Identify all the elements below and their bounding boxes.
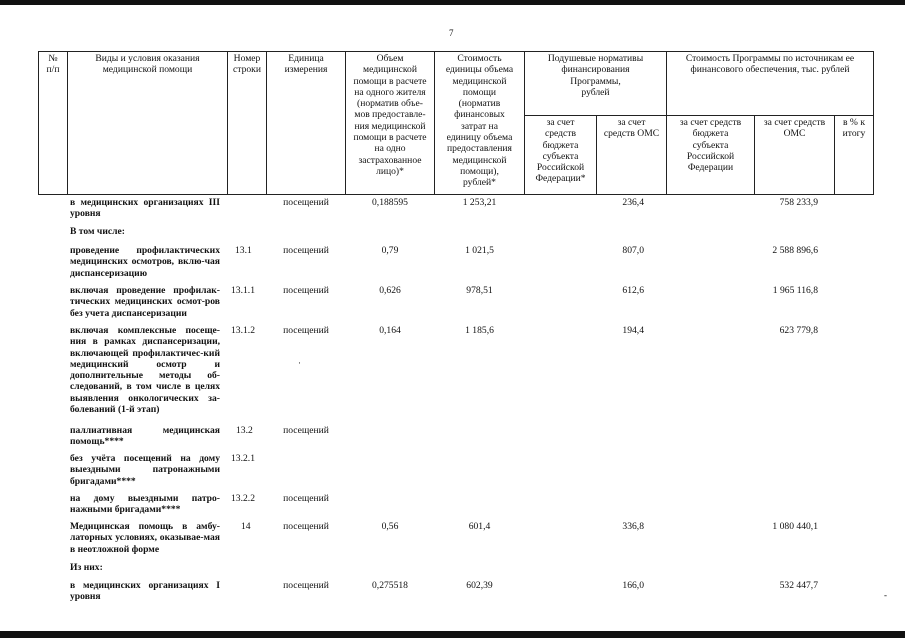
row-unit: посещений <box>283 197 329 208</box>
header-program-budget: за счет средств бюджета субъекта Российской Федерации <box>679 117 742 174</box>
row-number: 13.2.1 <box>231 453 255 464</box>
row-unit-cost: 978,51 <box>466 285 493 296</box>
scan-speck: - <box>884 590 887 600</box>
header-unit: Единица измерения <box>284 53 328 76</box>
row-number: 13.1 <box>235 245 252 256</box>
row-unit: посещений <box>283 285 329 296</box>
row-unit-cost: 601,4 <box>468 521 491 532</box>
row-program-oms: 1 080 440,1 <box>772 521 818 532</box>
row-unit-cost: 1 021,5 <box>465 245 494 256</box>
row-program-oms: 758 233,9 <box>779 197 818 208</box>
row-volume: 0,164 <box>379 325 401 336</box>
row-volume: 0,275518 <box>372 580 408 591</box>
row-number: 13.2.2 <box>231 493 255 504</box>
row-volume: 0,188595 <box>372 197 408 208</box>
header-per-capita: Подушевые нормативы финансирования Программы, рублей <box>547 53 644 98</box>
row-name: паллиативная медицинская помощь**** <box>70 425 220 448</box>
header-per-capita-budget: за счет средств бюджета субъекта Российской Федерации* <box>535 117 586 185</box>
row-per-capita-oms: 194,4 <box>622 325 644 336</box>
row-number: 13.1.2 <box>231 325 255 336</box>
header-program-oms: за счет средств ОМС <box>763 117 826 140</box>
row-name: в медицинских организациях I уровня <box>70 580 220 603</box>
row-per-capita-oms: 807,0 <box>622 245 644 256</box>
row-program-oms: 2 588 896,6 <box>772 245 818 256</box>
row-name: включая проведение профилак-тических медицинских осмот-ров без учета диспансеризации <box>70 285 220 319</box>
row-name: без учёта посещений на дому выездными патронажными бригадами**** <box>70 453 220 487</box>
row-unit: посещений <box>283 580 329 591</box>
table-border-top <box>38 51 874 52</box>
row-per-capita-oms: 612,6 <box>622 285 644 296</box>
row-unit: посещений <box>283 425 329 436</box>
row-name: В том числе: <box>70 226 125 237</box>
row-number: 13.1.1 <box>231 285 255 296</box>
scan-speck: · <box>298 358 301 368</box>
row-per-capita-oms: 336,8 <box>622 521 644 532</box>
header-volume: Объем медицинской помощи в расчете на одного жителя (норматив объе- мов предоставле- ния медицинской помощи в расчете на одно застрахованное лицо)* <box>353 53 427 177</box>
table-border-right <box>873 51 874 194</box>
header-unit-cost: Стоимость единицы объема медицинской помощи (норматив финансовых затрат на единицу объема предоставления медицинской помощи), рублей* <box>445 53 514 189</box>
header-program-cost: Стоимость Программы по источникам ее финансового обеспечения, тыс. рублей <box>685 53 855 76</box>
header-program-percent: в % к итогу <box>842 117 866 140</box>
row-name: Медицинская помощь в амбу-латорных условиях, оказывае-мая в неотложной форме <box>70 521 220 555</box>
row-unit: посещений <box>283 245 329 256</box>
row-volume: 0,79 <box>381 245 399 256</box>
row-name: включая комплексные посеще-ния в рамках диспансеризации, включающей профилактичес-кий медицинский осмотр и дополнительные методы об-следований, в том числе в целях выявления онкологических за-болеваний (1-й этап) <box>70 325 220 416</box>
row-name: в медицинских организациях III уровня <box>70 197 220 220</box>
row-unit: посещений <box>283 521 329 532</box>
table-border-bottom <box>38 194 874 195</box>
row-per-capita-oms: 166,0 <box>622 580 644 591</box>
page-number: 7 <box>449 28 454 38</box>
header-per-capita-oms: за счет средств ОМС <box>603 117 660 140</box>
row-volume: 0,56 <box>381 521 399 532</box>
row-name: Из них: <box>70 562 103 573</box>
table-line <box>524 115 874 116</box>
header-number: № п/п <box>46 53 60 76</box>
row-unit: посещений <box>283 493 329 504</box>
header-kinds: Виды и условия оказания медицинской помощи <box>95 53 200 76</box>
row-unit-cost: 602,39 <box>466 580 493 591</box>
row-per-capita-oms: 236,4 <box>622 197 644 208</box>
row-number: 14 <box>241 521 251 532</box>
row-unit-cost: 1 253,21 <box>462 197 497 208</box>
row-number: 13.2 <box>236 425 253 436</box>
row-volume: 0,626 <box>379 285 401 296</box>
row-name: на дому выездными патро-нажными бригадами**** <box>70 493 220 516</box>
row-unit: посещений <box>283 325 329 336</box>
row-program-oms: 532 447,7 <box>779 580 818 591</box>
row-name: проведение профилактических медицинских осмотров, вклю-чая диспансеризацию <box>70 245 220 279</box>
row-program-oms: 623 779,8 <box>779 325 818 336</box>
header-row-number: Номер строки <box>233 53 261 76</box>
row-program-oms: 1 965 116,8 <box>772 285 818 296</box>
row-unit-cost: 1 185,6 <box>465 325 494 336</box>
